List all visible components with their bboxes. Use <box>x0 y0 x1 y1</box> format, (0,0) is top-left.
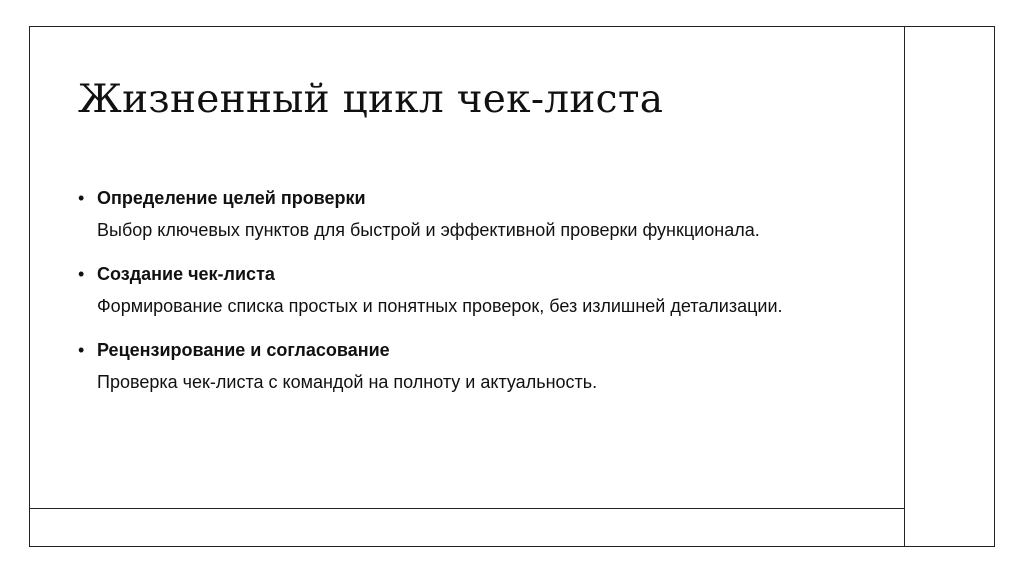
list-item <box>78 183 878 248</box>
item-title: Создание чек-листа <box>97 264 275 284</box>
bullet-list <box>78 183 878 411</box>
item-title: Рецензирование и согласование <box>97 340 390 360</box>
bullet-icon: • <box>78 340 85 360</box>
frame-divider-horizontal <box>29 508 905 509</box>
item-description: Проверка чек-листа с командой на полноту и актуальность. <box>97 372 598 392</box>
item-description: Формирование списка простых и понятных проверок, без излишней детализации. <box>97 296 783 316</box>
list-item <box>78 259 878 324</box>
item-description: Выбор ключевых пунктов для быстрой и эффективной проверки функционала. <box>97 220 760 240</box>
item-title: Определение целей проверки <box>97 188 366 208</box>
slide-title: Жизненный цикл чек-листа <box>78 77 664 122</box>
frame-divider-vertical <box>904 26 905 547</box>
bullet-icon: • <box>78 264 85 284</box>
list-item <box>78 335 878 400</box>
bullet-icon: • <box>78 188 85 208</box>
